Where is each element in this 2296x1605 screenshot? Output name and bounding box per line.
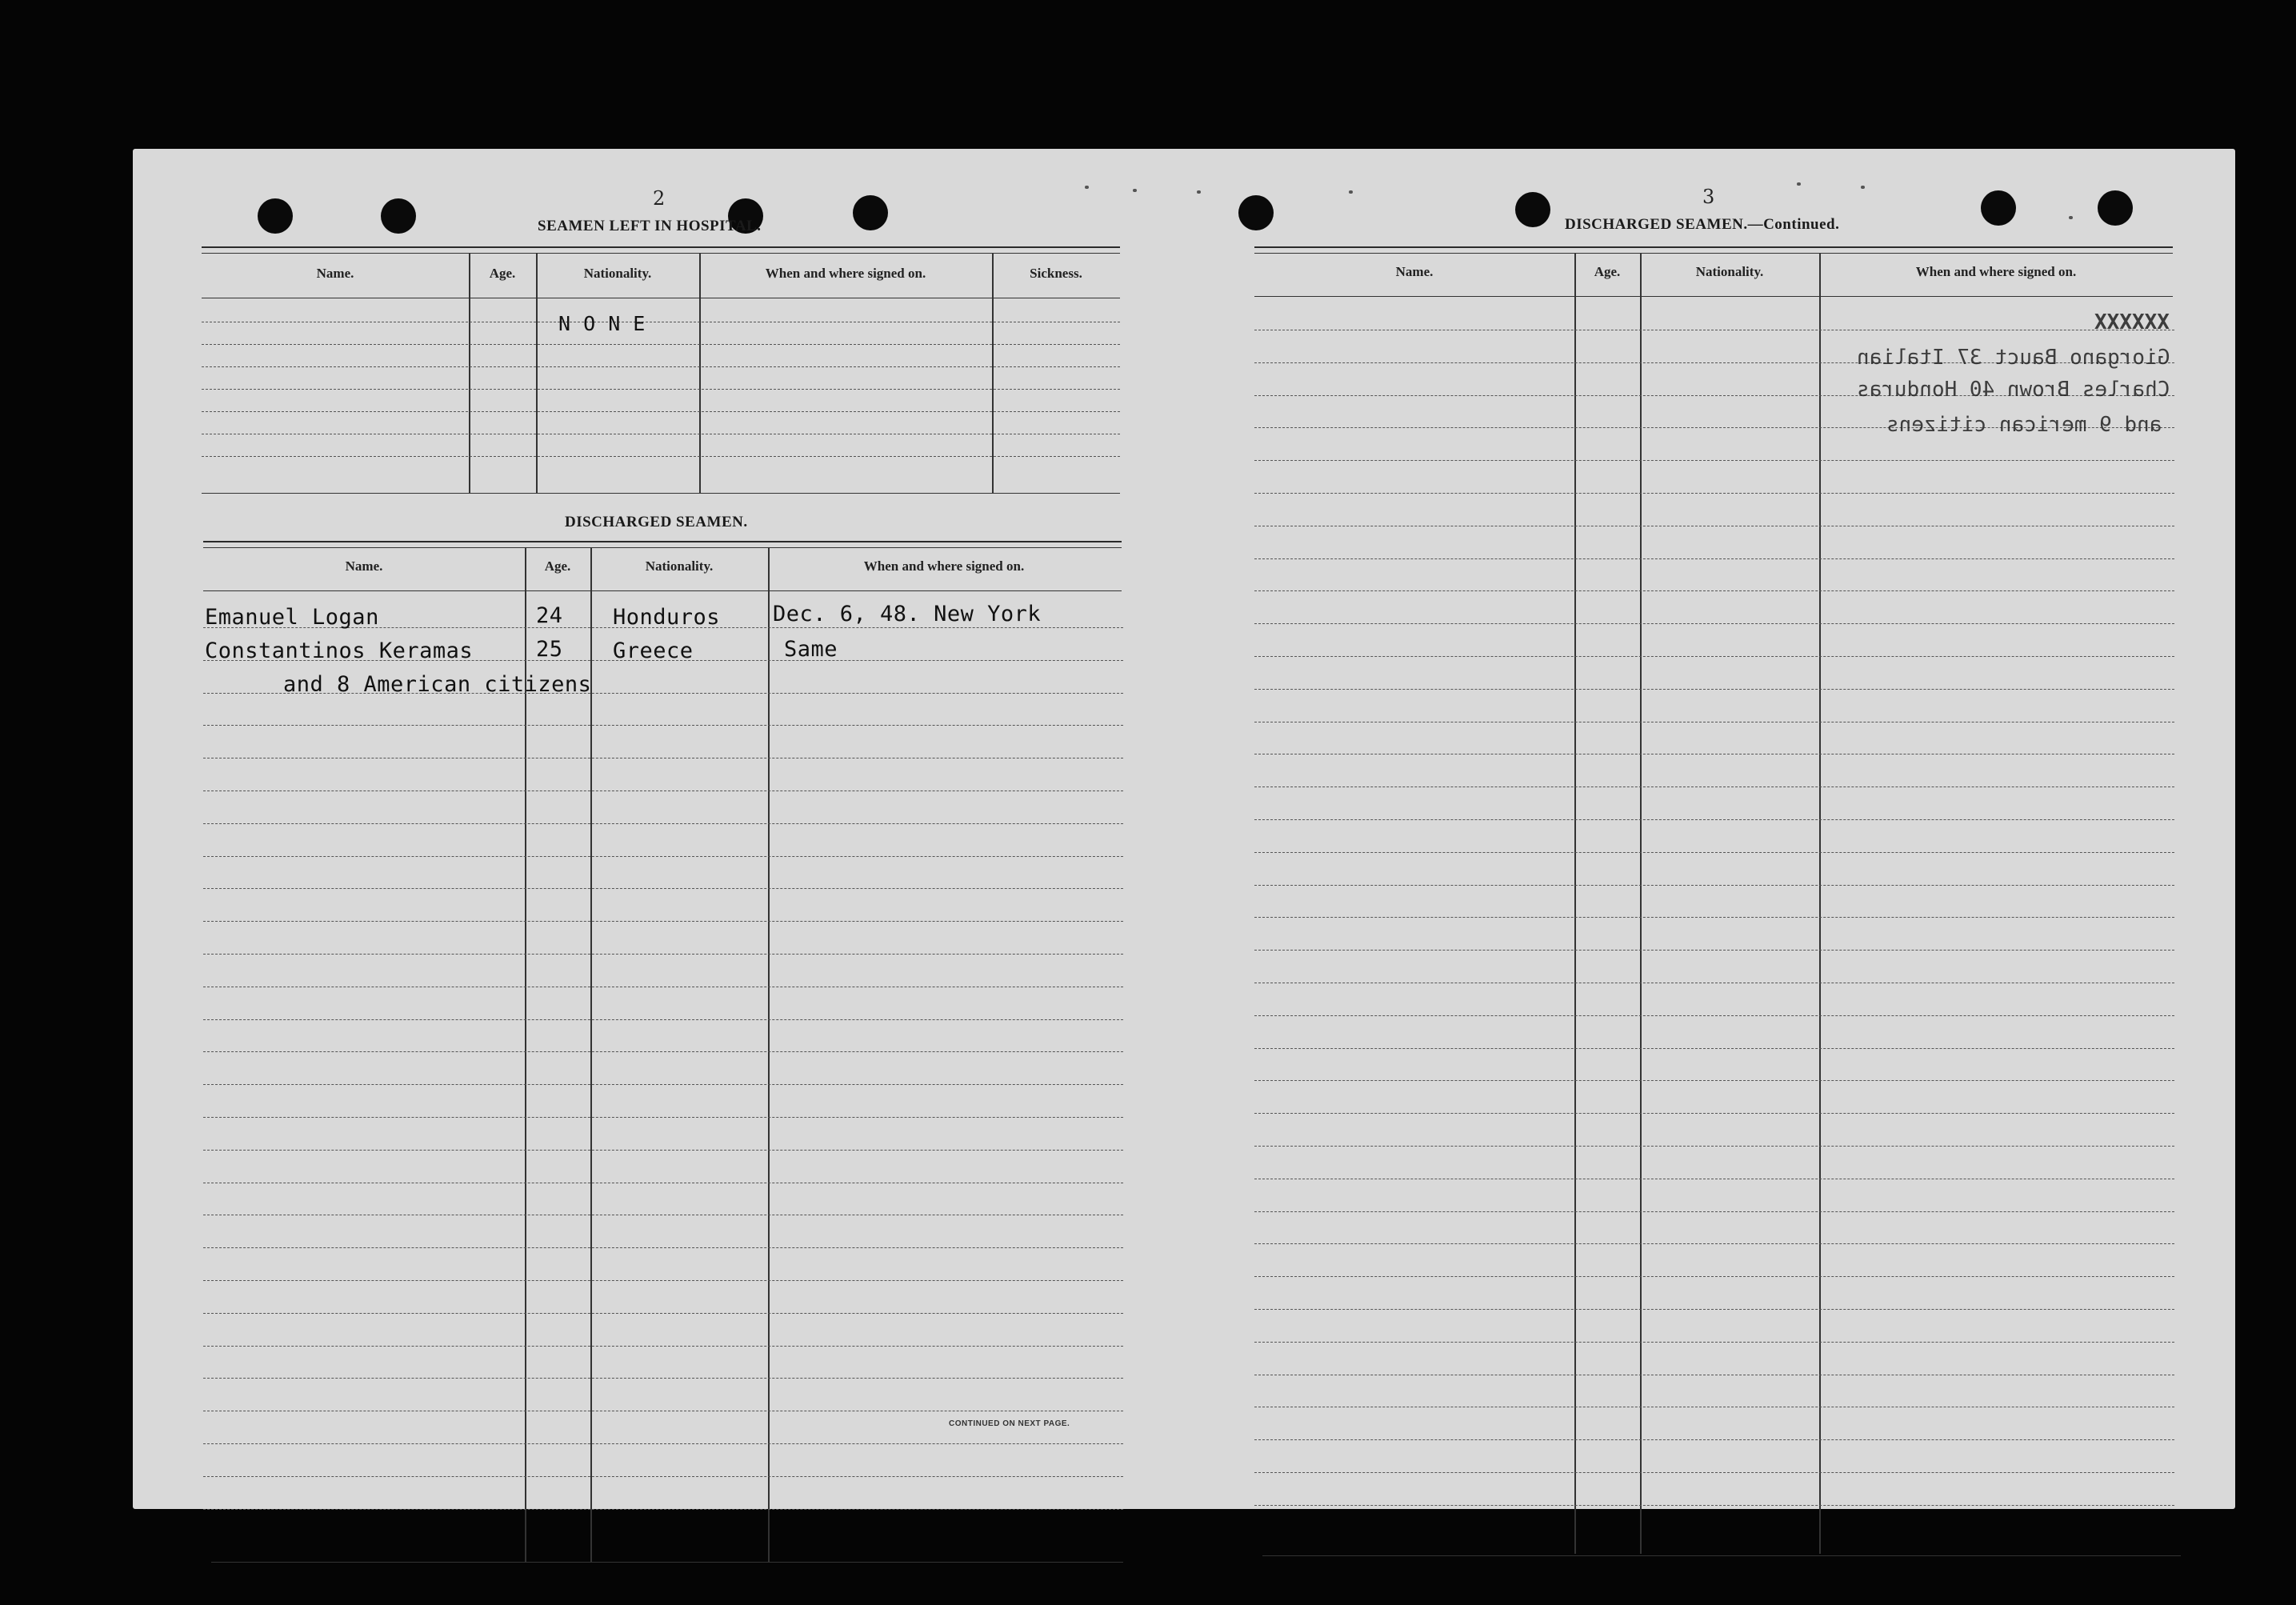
- ruled-line: [1254, 852, 2174, 853]
- ruled-line: [203, 725, 1123, 726]
- page-number-left: 2: [653, 187, 666, 210]
- ruled-line: [202, 456, 1120, 457]
- ruled-line: [1254, 917, 2174, 918]
- offset-line: Giorgano Bauct 37 Italian: [1856, 346, 2170, 370]
- speck: [1085, 186, 1089, 189]
- table-rule: [1254, 246, 2173, 248]
- ruled-line: [1254, 1342, 2174, 1343]
- continued-col-nationality: Nationality.: [1695, 264, 1764, 279]
- discharged-continued-title: DISCHARGED SEAMEN.—Continued.: [1565, 216, 1840, 233]
- hospital-col-signed-on: When and where signed on.: [765, 266, 926, 281]
- table-rule: [203, 590, 1122, 591]
- table-row-signed-on: Dec. 6, 48. New York: [773, 602, 1042, 626]
- hospital-none-entry: N O N E: [558, 312, 646, 335]
- speck: [1349, 190, 1353, 194]
- punch-hole: [1981, 190, 2016, 226]
- ruled-line: [1254, 1048, 2174, 1049]
- table-rule: [211, 1562, 1123, 1563]
- ruled-line: [1254, 623, 2174, 624]
- ruled-line: [1254, 558, 2174, 559]
- table-rule: [1254, 296, 2173, 297]
- ruled-line: [1254, 1243, 2174, 1244]
- column-divider: [469, 253, 470, 493]
- column-divider: [525, 547, 526, 1562]
- table-rule: [203, 541, 1122, 542]
- offset-line: and 9 merican citizens: [1886, 413, 2162, 437]
- ruled-line: [1254, 460, 2174, 461]
- ruled-line: [1254, 950, 2174, 951]
- continued-col-name: Name.: [1395, 264, 1434, 279]
- speck: [2069, 216, 2073, 219]
- column-divider: [768, 547, 770, 1562]
- ruled-line: [1254, 1211, 2174, 1212]
- ruled-line: [1254, 1505, 2174, 1506]
- discharged-section-title: DISCHARGED SEAMEN.: [565, 514, 748, 530]
- ruled-line: [1254, 786, 2174, 787]
- ruled-line: [203, 1313, 1123, 1314]
- page-number-right: 3: [1702, 186, 1715, 208]
- ruled-line: [203, 888, 1123, 889]
- table-rule: [202, 246, 1120, 248]
- punch-hole: [1515, 192, 1550, 227]
- ruled-line: [203, 1509, 1123, 1510]
- table-rule: [202, 253, 1120, 254]
- ruled-line: [1254, 1113, 2174, 1114]
- continued-col-age: Age.: [1594, 264, 1621, 279]
- ruled-line: [203, 1280, 1123, 1281]
- table-row-name: Emanuel Logan: [205, 605, 379, 630]
- table-row-age: 24: [536, 603, 563, 628]
- table-row-nationality: Honduros: [613, 605, 721, 630]
- ruled-line: [1254, 885, 2174, 886]
- ruled-line: [203, 823, 1123, 824]
- speck: [1861, 186, 1865, 189]
- table-row-name: Constantinos Keramas: [205, 638, 474, 663]
- punch-hole: [258, 198, 293, 234]
- ruled-line: [1254, 819, 2174, 820]
- ruled-line: [203, 1346, 1123, 1347]
- ruled-line: [203, 1476, 1123, 1477]
- speck: [1133, 189, 1137, 192]
- ruled-line: [203, 954, 1123, 955]
- ruled-line: [203, 1019, 1123, 1020]
- column-divider: [699, 253, 701, 493]
- column-divider: [1819, 253, 1821, 1554]
- ruled-line: [203, 1150, 1123, 1151]
- column-divider: [1640, 253, 1642, 1554]
- table-rule: [203, 547, 1122, 548]
- continued-footer: CONTINUED ON NEXT PAGE.: [949, 1419, 1070, 1428]
- ruled-line: [1254, 1080, 2174, 1081]
- punch-hole: [1238, 195, 1274, 230]
- ruled-line: [203, 921, 1123, 922]
- column-divider: [590, 547, 592, 1562]
- ruled-line: [203, 1117, 1123, 1118]
- discharged-note: and 8 American citizens: [283, 672, 592, 697]
- ruled-line: [203, 1443, 1123, 1444]
- ruled-line: [1254, 1439, 2174, 1440]
- ruled-line: [202, 344, 1120, 345]
- offset-line: Charles Brown 40 Honduras: [1856, 378, 2170, 402]
- ruled-line: [1254, 689, 2174, 690]
- ruled-line: [1254, 656, 2174, 657]
- table-row-nationality: Greece: [613, 638, 694, 663]
- ruled-line: [202, 411, 1120, 412]
- speck: [1797, 182, 1801, 186]
- column-divider: [992, 253, 994, 493]
- table-rule: [1262, 1555, 2181, 1556]
- ruled-line: [203, 1051, 1123, 1052]
- column-divider: [536, 253, 538, 493]
- ruled-line: [1254, 1146, 2174, 1147]
- continued-col-signed-on: When and where signed on.: [1915, 264, 2077, 279]
- hospital-col-age: Age.: [489, 266, 516, 281]
- table-rule: [202, 493, 1120, 494]
- ruled-line: [203, 790, 1123, 791]
- ruled-line: [202, 389, 1120, 390]
- table-rule: [1254, 253, 2173, 254]
- speck: [1197, 190, 1201, 194]
- punch-hole: [2098, 190, 2133, 226]
- ruled-line: [1254, 1472, 2174, 1473]
- ruled-line: [202, 366, 1120, 367]
- ruled-line: [203, 856, 1123, 857]
- discharged-col-nationality: Nationality.: [645, 558, 714, 574]
- ruled-line: [1254, 1276, 2174, 1277]
- document-paper: [133, 149, 2235, 1509]
- hospital-col-sickness: Sickness.: [1030, 266, 1082, 281]
- column-divider: [1574, 253, 1576, 1554]
- discharged-col-name: Name.: [345, 558, 383, 574]
- ruled-line: [1254, 1015, 2174, 1016]
- ruled-line: [203, 1247, 1123, 1248]
- punch-hole: [381, 198, 416, 234]
- hospital-section-title: SEAMEN LEFT IN HOSPITAL.: [538, 218, 762, 234]
- ruled-line: [203, 1378, 1123, 1379]
- ruled-line: [1254, 1309, 2174, 1310]
- hospital-col-name: Name.: [316, 266, 354, 281]
- discharged-col-signed-on: When and where signed on.: [863, 558, 1025, 574]
- hospital-col-nationality: Nationality.: [583, 266, 652, 281]
- offset-line: XXXXXX: [2094, 310, 2170, 334]
- punch-hole: [853, 195, 888, 230]
- ruled-line: [203, 1084, 1123, 1085]
- table-row-age: 25: [536, 637, 563, 662]
- discharged-col-age: Age.: [544, 558, 571, 574]
- ruled-line: [1254, 493, 2174, 494]
- ruled-line: [1254, 590, 2174, 591]
- table-row-signed-on: Same: [784, 637, 838, 662]
